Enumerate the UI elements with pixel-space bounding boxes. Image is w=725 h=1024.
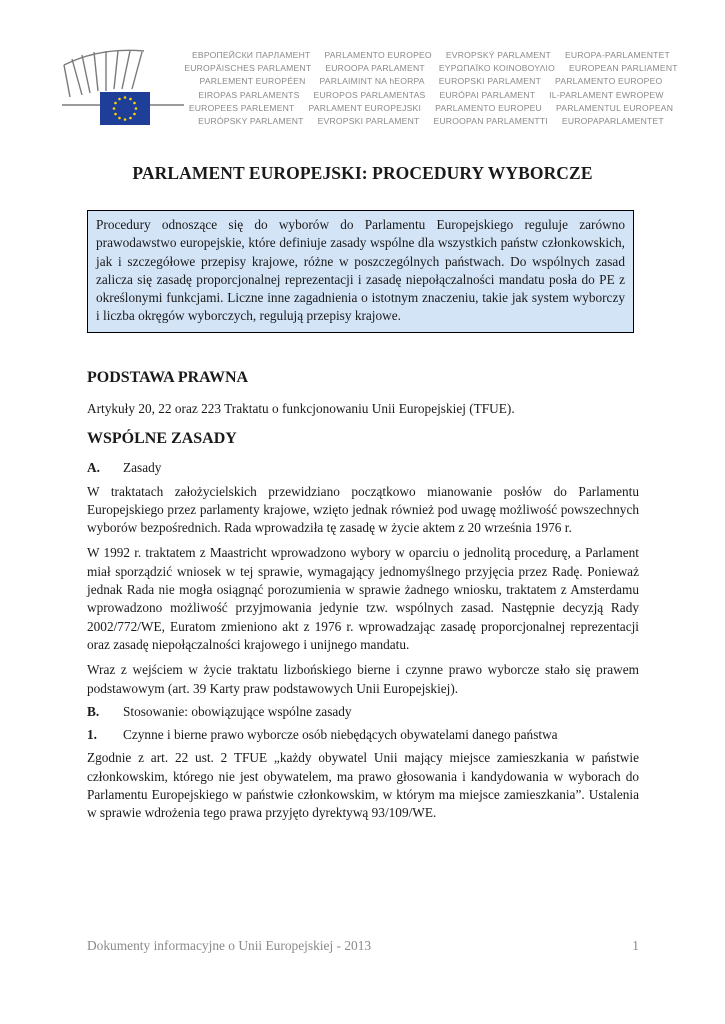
page-header <box>0 0 725 135</box>
section-b-title: Stosowanie: obowiązujące wspólne zasady <box>123 703 352 719</box>
paragraph: Wraz z wejściem w życie traktatu lizbońskiego bierne i czynne prawo wyborcze stało się prawem podstawowym (art. 39 Karty praw podstawowych Unii Europejskiej). <box>87 662 639 696</box>
item-1-label: 1. <box>87 727 97 743</box>
summary-box: Procedury odnoszące się do wyborów do Parlamentu Europejskiego reguluje zarówno prawodawstwo europejskie, które definiuje zasady wspólne dla wszystkich państw członkowskich, jak i szczegółowe przepisy krajowe, różne w poszczególnych państwach. Do wspólnych zasad zalicza się zasadę proporcjonalnej reprezentacji i zasadę niepołączalności mandatu posła do PE z określonymi funkcjami. Liczne inne zagadnienia o istotnym znaczeniu, takie jak system wyborczy i liczba okręgów wyborczych, regulują przepisy krajowe. <box>87 210 634 333</box>
common-rules-heading: WSPÓLNE ZASADY <box>87 430 237 448</box>
paragraph: Zgodnie z art. 22 ust. 2 TFUE „każdy obywatel Unii mający miejsce zamieszkania w państwie członkowskim, którego nie jest obywatelem, ma prawo głosowania i kandydowania w wyborach do Parlamentu Europejskiego w państwie członkowskim, w którym ma miejsce zamieszkania”. Ustalenia w sprawie wdrożenia tego prawa przyjęto dyrektywą 93/109/WE. <box>87 750 639 821</box>
european-parliament-logo-icon <box>60 45 190 127</box>
document-body <box>87 368 639 823</box>
language-row: EUROPEES PARLEMENT PARLAMENT EUROPEJSKI PARLAMENTO EUROPEU PARLAMENTUL EUROPEAN <box>188 102 674 113</box>
language-row: EURÓPSKY PARLAMENT EVROPSKI PARLAMENT EUROOPAN PARLAMENTTI EUROPAPARLAMENTET <box>198 115 664 126</box>
page-title: PARLAMENT EUROPEJSKI: PROCEDURY WYBORCZE <box>132 163 593 183</box>
legal-basis-text: Artykuły 20, 22 oraz 223 Traktatu o funkcjonowaniu Unii Europejskiej (TFUE). <box>87 401 515 416</box>
page-number: 1 <box>632 938 639 953</box>
page-footer <box>87 938 639 954</box>
item-1-heading <box>87 726 639 744</box>
language-row: EIROPAS PARLAMENTS EUROPOS PARLAMENTAS EURÓPAI PARLAMENT IL-PARLAMENT EWROPEW <box>198 89 664 100</box>
paragraph: W 1992 r. traktatem z Maastricht wprowadzono wybory w oparciu o jednolitą procedurę, a Parlament miał sporządzić wniosek w tej sprawie, wymagający jednomyślnego przyjęcia przez Radę. Ponieważ jednak Rada nie mogła osiągnąć porozumienia w sprawie żadnego wniosku, traktatem z Amsterdamu wprowadzono możliwość przyjmowania jedynie tzw. wspólnych zasad. Następnie decyzją Rady 2002/772/WE, Euratom zmieniono akt z 1976 r. wprowadzając zasadę proporcjonalnej reprezentacji oraz zasadę niepołączalności krajowego i unijnego mandatu. <box>87 545 639 652</box>
footer-text: Dokumenty informacyjne o Unii Europejskiej - 2013 <box>87 938 372 953</box>
section-a-heading <box>87 459 639 477</box>
section-b-label: B. <box>87 703 100 719</box>
language-row: ЕВРОПЕЙСКИ ПАРЛАМЕНТ PARLAMENTO EUROPEO EVROPSKÝ PARLAMENT EUROPA-PARLAMENTET <box>192 50 670 60</box>
paragraph: W traktatach założycielskich przewidziano początkowo mianowanie posłów do Parlamentu Europejskiego przez parlamenty krajowe, wzięto jednak również pod uwagę możliwość powszechnych wyborów bezpośrednich. Rada wprowadziła tę zasadę w życie aktem z 20 września 1976 r. <box>87 483 639 536</box>
item-1-title: Czynne i bierne prawo wyborcze osób niebędących obywatelami danego państwa <box>123 727 558 743</box>
section-b-heading <box>87 703 639 721</box>
legal-basis-heading: PODSTAWA PRAWNA <box>87 369 249 386</box>
language-row: PARLEMENT EUROPÉEN PARLAIMINT NA hEORPA EUROPSKI PARLAMENT PARLAMENTO EUROPEO <box>199 76 663 87</box>
section-a-title: Zasady <box>123 460 162 476</box>
section-a-label: A. <box>87 460 100 476</box>
language-row: EUROPÄISCHES PARLAMENT EUROOPA PARLAMENT ΕΥΡΩΠΑΪΚΟ ΚΟΙΝΟΒΟΥΛΙΟ EUROPEAN PARLIAMENT <box>184 63 678 74</box>
language-names <box>184 49 678 128</box>
